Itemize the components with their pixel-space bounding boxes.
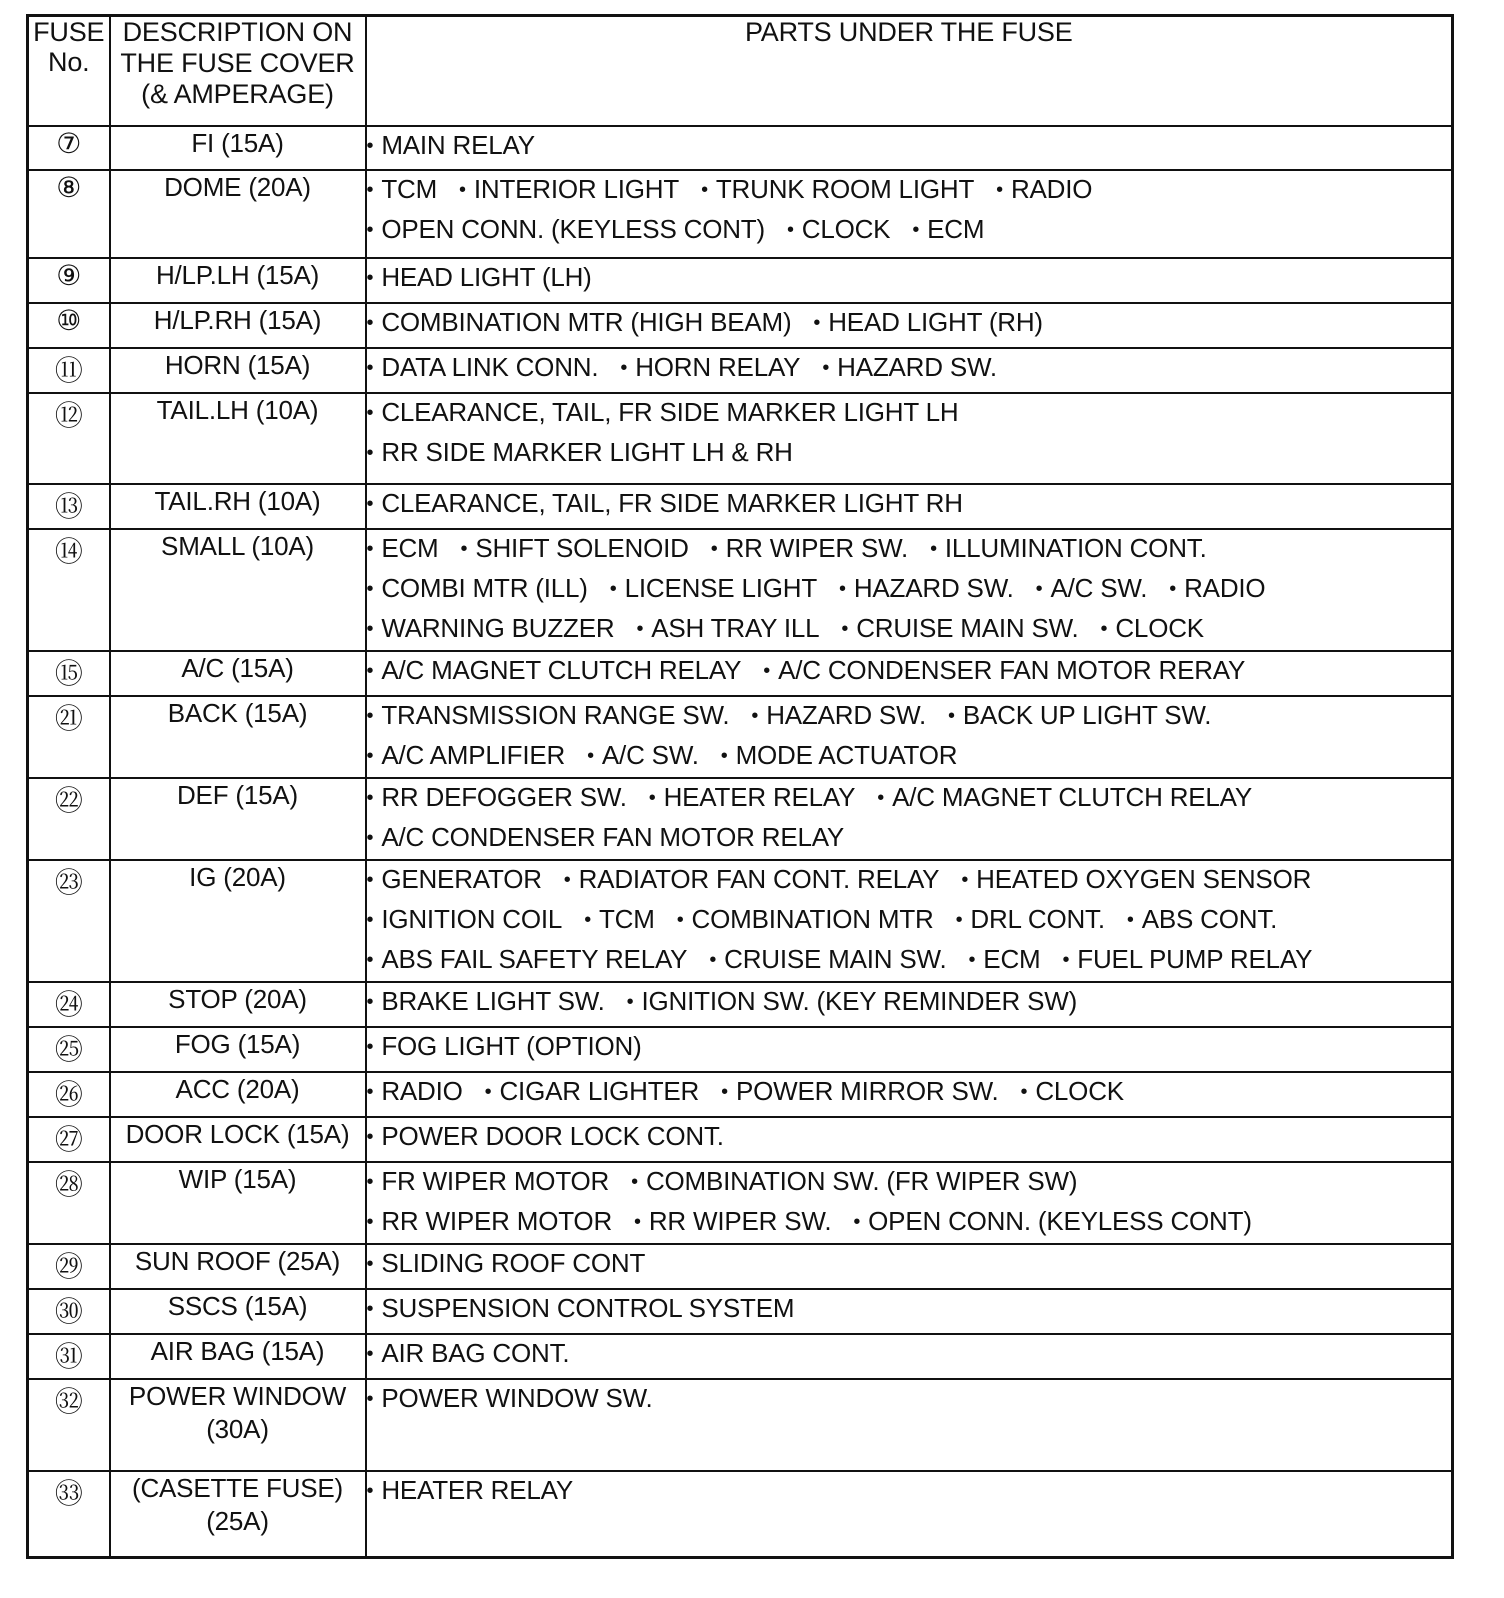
fuse-number: ㉝ — [28, 1471, 110, 1558]
part-item: • COMBINATION MTR (HIGH BEAM) — [367, 304, 792, 344]
fuse-row — [28, 1379, 1453, 1471]
part-item: • A/C MAGNET CLUTCH RELAY — [367, 652, 742, 692]
part-item: • ECM — [968, 941, 1040, 981]
fuse-row — [28, 651, 1453, 696]
part-item: • HEAD LIGHT (LH) — [367, 259, 592, 299]
part-item: • POWER WINDOW SW. — [367, 1380, 653, 1420]
fuse-row — [28, 393, 1453, 484]
fuse-number: ⑪ — [28, 348, 110, 393]
parts-line — [367, 171, 1452, 211]
fuse-row — [28, 1334, 1453, 1379]
part-item: • CLEARANCE, TAIL, FR SIDE MARKER LIGHT RH — [367, 485, 963, 525]
fuse-description — [110, 1471, 366, 1558]
part-item: • IGNITION SW. (KEY REMINDER SW) — [627, 983, 1077, 1023]
parts-line — [367, 1245, 1452, 1285]
fuse-row — [28, 1027, 1453, 1072]
fuse-description-line: IG (20A) — [189, 861, 286, 892]
header-parts: PARTS UNDER THE FUSE — [366, 16, 1453, 126]
fuse-description — [110, 651, 366, 696]
fuse-description-line: A/C (15A) — [181, 652, 294, 683]
parts-line — [367, 737, 1452, 777]
fuse-description — [110, 1117, 366, 1162]
part-item: • POWER MIRROR SW. — [721, 1073, 998, 1113]
header-row — [28, 16, 1453, 126]
fuse-description — [110, 1162, 366, 1244]
fuse-row — [28, 778, 1453, 860]
part-item: • ASH TRAY ILL — [636, 610, 819, 650]
fuse-parts — [366, 1162, 1453, 1244]
fuse-parts — [366, 303, 1453, 348]
part-item: • FR WIPER MOTOR — [367, 1163, 610, 1203]
fuse-parts — [366, 258, 1453, 303]
fuse-description — [110, 529, 366, 651]
parts-line — [367, 1290, 1452, 1330]
fuse-description-line: POWER WINDOW — [128, 1380, 347, 1411]
fuse-parts — [366, 1027, 1453, 1072]
fuse-description — [110, 1289, 366, 1334]
part-item: • BRAKE LIGHT SW. — [367, 983, 605, 1023]
fuse-description-line: SSCS (15A) — [167, 1290, 308, 1321]
part-item: • A/C MAGNET CLUTCH RELAY — [877, 779, 1252, 819]
fuse-row — [28, 348, 1453, 393]
fuse-description — [110, 126, 366, 170]
fuse-parts — [366, 1117, 1453, 1162]
parts-line — [367, 1163, 1452, 1203]
part-item: • HAZARD SW. — [839, 570, 1014, 610]
fuse-description — [110, 348, 366, 393]
part-item: • CLOCK — [787, 211, 890, 251]
part-item: • CRUISE MAIN SW. — [709, 941, 946, 981]
fuse-description-line: TAIL.RH (10A) — [154, 485, 321, 516]
parts-line — [367, 1028, 1452, 1068]
part-item: • HORN RELAY — [620, 349, 800, 389]
part-item: • A/C AMPLIFIER — [367, 737, 566, 777]
part-item: • COMBI MTR (ILL) — [367, 570, 588, 610]
parts-line — [367, 652, 1452, 692]
parts-line — [367, 530, 1452, 570]
part-item: • RADIO — [1169, 570, 1265, 610]
fuse-number: ⑬ — [28, 484, 110, 529]
parts-line — [367, 349, 1452, 389]
fuse-row — [28, 170, 1453, 258]
part-item: • BACK UP LIGHT SW. — [948, 697, 1211, 737]
parts-line — [367, 697, 1452, 737]
fuse-number: ⑨ — [28, 258, 110, 303]
parts-line — [367, 1472, 1452, 1512]
fuse-row — [28, 1117, 1453, 1162]
fuse-description — [110, 303, 366, 348]
fuse-description — [110, 778, 366, 860]
part-item: • TRUNK ROOM LIGHT — [701, 171, 974, 211]
fuse-row — [28, 696, 1453, 778]
fuse-description — [110, 393, 366, 484]
fuse-row — [28, 126, 1453, 170]
fuse-parts — [366, 778, 1453, 860]
part-item: • HAZARD SW. — [751, 697, 926, 737]
fuse-parts — [366, 651, 1453, 696]
part-item: • RADIO — [367, 1073, 463, 1113]
part-item: • MODE ACTUATOR — [721, 737, 958, 777]
part-item: • LICENSE LIGHT — [610, 570, 817, 610]
part-item: • ECM — [367, 530, 439, 570]
part-item: • CRUISE MAIN SW. — [841, 610, 1078, 650]
part-item: • ECM — [912, 211, 984, 251]
part-item: • RR SIDE MARKER LIGHT LH & RH — [367, 434, 793, 474]
fuse-description — [110, 1379, 366, 1471]
part-item: • A/C SW. — [1036, 570, 1148, 610]
part-item: • IGNITION COIL — [367, 901, 563, 941]
part-item: • ILLUMINATION CONT. — [930, 530, 1207, 570]
parts-line — [367, 304, 1452, 344]
fuse-parts — [366, 126, 1453, 170]
parts-line — [367, 1335, 1452, 1375]
part-item: • OPEN CONN. (KEYLESS CONT) — [853, 1203, 1251, 1243]
part-item: • COMBINATION SW. (FR WIPER SW) — [631, 1163, 1077, 1203]
fuse-description — [110, 258, 366, 303]
fuse-parts — [366, 982, 1453, 1027]
fuse-row — [28, 303, 1453, 348]
fuse-description-line: DOME (20A) — [164, 171, 311, 202]
fuse-description-line: H/LP.LH (15A) — [155, 259, 320, 290]
fuse-description-line: TAIL.LH (10A) — [156, 394, 319, 425]
fuse-description-line: (25A) — [206, 1505, 269, 1536]
parts-line — [367, 983, 1452, 1023]
fuse-row — [28, 1244, 1453, 1289]
fuse-number: ⑧ — [28, 170, 110, 258]
parts-line — [367, 1203, 1452, 1243]
fuse-row — [28, 529, 1453, 651]
part-item: • RR WIPER SW. — [634, 1203, 831, 1243]
fuse-number: ㉜ — [28, 1379, 110, 1471]
header-fuse-no: FUSE No. — [28, 16, 110, 126]
part-item: • TCM — [367, 171, 438, 211]
fuse-number: ⑦ — [28, 126, 110, 170]
fuse-number: ㉓ — [28, 860, 110, 982]
fuse-parts — [366, 860, 1453, 982]
part-item: • RR DEFOGGER SW. — [367, 779, 627, 819]
fuse-description-line: SUN ROOF (25A) — [134, 1245, 341, 1276]
fuse-parts — [366, 1471, 1453, 1558]
fuse-description-line: FOG (15A) — [174, 1028, 301, 1059]
parts-line — [367, 570, 1452, 610]
fuse-description — [110, 696, 366, 778]
fuse-description-line: DEF (15A) — [176, 779, 298, 810]
fuse-parts — [366, 1334, 1453, 1379]
fuse-table-sheet — [26, 14, 1454, 1559]
part-item: • INTERIOR LIGHT — [459, 171, 679, 211]
fuse-description-line: ACC (20A) — [175, 1073, 300, 1104]
fuse-description — [110, 170, 366, 258]
fuse-description — [110, 860, 366, 982]
fuse-parts — [366, 393, 1453, 484]
fuse-parts — [366, 1289, 1453, 1334]
parts-line — [367, 1118, 1452, 1158]
parts-line — [367, 610, 1452, 650]
fuse-row — [28, 1072, 1453, 1117]
fuse-row — [28, 982, 1453, 1027]
part-item: • A/C CONDENSER FAN MOTOR RELAY — [367, 819, 845, 859]
fuse-parts — [366, 1244, 1453, 1289]
parts-line — [367, 779, 1452, 819]
fuse-row — [28, 1162, 1453, 1244]
part-item: • DATA LINK CONN. — [367, 349, 599, 389]
part-item: • POWER DOOR LOCK CONT. — [367, 1118, 724, 1158]
parts-line — [367, 259, 1452, 299]
fuse-parts — [366, 348, 1453, 393]
part-item: • SLIDING ROOF CONT — [367, 1245, 646, 1285]
parts-line — [367, 434, 1452, 474]
header-description: DESCRIPTION ON THE FUSE COVER (& AMPERAGE) — [110, 16, 366, 126]
fuse-number: ㉕ — [28, 1027, 110, 1072]
parts-line — [367, 819, 1452, 859]
fuse-number: ㉗ — [28, 1117, 110, 1162]
part-item: • RR WIPER SW. — [711, 530, 908, 570]
fuse-description-line: (CASETTE FUSE) — [132, 1472, 343, 1503]
fuse-description-line: DOOR LOCK (15A) — [125, 1118, 350, 1149]
part-item: • CLEARANCE, TAIL, FR SIDE MARKER LIGHT LH — [367, 394, 959, 434]
part-item: • RADIATOR FAN CONT. RELAY — [564, 861, 940, 901]
fuse-number: ⑮ — [28, 651, 110, 696]
fuse-number: ㉚ — [28, 1289, 110, 1334]
fuse-parts — [366, 1072, 1453, 1117]
fuse-description — [110, 1027, 366, 1072]
part-item: • HEAD LIGHT (RH) — [813, 304, 1042, 344]
fuse-description — [110, 484, 366, 529]
part-item: • DRL CONT. — [956, 901, 1105, 941]
fuse-parts — [366, 170, 1453, 258]
part-item: • TRANSMISSION RANGE SW. — [367, 697, 730, 737]
fuse-number: ⑭ — [28, 529, 110, 651]
fuse-description — [110, 1072, 366, 1117]
fuse-description-line: WIP (15A) — [178, 1163, 297, 1194]
fuse-description-line: BACK (15A) — [167, 697, 308, 728]
part-item: • SHIFT SOLENOID — [461, 530, 689, 570]
fuse-number: ㉑ — [28, 696, 110, 778]
parts-line — [367, 394, 1452, 434]
fuse-number: ㉙ — [28, 1244, 110, 1289]
fuse-description-line: STOP (20A) — [168, 983, 307, 1014]
fuse-number: ㉒ — [28, 778, 110, 860]
fuse-description-line: AIR BAG (15A) — [150, 1335, 325, 1366]
fuse-row — [28, 484, 1453, 529]
part-item: • WARNING BUZZER — [367, 610, 615, 650]
part-item: • ABS FAIL SAFETY RELAY — [367, 941, 688, 981]
part-item: • HAZARD SW. — [822, 349, 997, 389]
fuse-table-body — [28, 126, 1453, 1558]
fuse-table — [26, 14, 1454, 1559]
fuse-row — [28, 1289, 1453, 1334]
fuse-description-line: HORN (15A) — [164, 349, 311, 380]
fuse-parts — [366, 1379, 1453, 1471]
part-item: • OPEN CONN. (KEYLESS CONT) — [367, 211, 765, 251]
parts-line — [367, 941, 1452, 981]
part-item: • MAIN RELAY — [367, 127, 535, 167]
fuse-number: ⑫ — [28, 393, 110, 484]
fuse-description — [110, 1334, 366, 1379]
parts-line — [367, 211, 1452, 251]
part-item: • SUSPENSION CONTROL SYSTEM — [367, 1290, 795, 1330]
part-item: • CLOCK — [1101, 610, 1204, 650]
part-item: • HEATER RELAY — [649, 779, 856, 819]
parts-line — [367, 901, 1452, 941]
fuse-description-line: H/LP.RH (15A) — [153, 304, 322, 335]
fuse-description-line: FI (15A) — [191, 127, 284, 158]
fuse-parts — [366, 529, 1453, 651]
fuse-number: ㉖ — [28, 1072, 110, 1117]
parts-line — [367, 1073, 1452, 1113]
part-item: • FOG LIGHT (OPTION) — [367, 1028, 642, 1068]
fuse-parts — [366, 696, 1453, 778]
fuse-number: ⑩ — [28, 303, 110, 348]
part-item: • A/C SW. — [587, 737, 699, 777]
fuse-description — [110, 1244, 366, 1289]
fuse-description-line: (30A) — [206, 1413, 269, 1444]
part-item: • CIGAR LIGHTER — [485, 1073, 699, 1113]
part-item: • RR WIPER MOTOR — [367, 1203, 613, 1243]
fuse-description-line: SMALL (10A) — [161, 530, 314, 561]
fuse-row — [28, 860, 1453, 982]
parts-line — [367, 127, 1452, 167]
part-item: • TCM — [584, 901, 655, 941]
fuse-row — [28, 258, 1453, 303]
part-item: • RADIO — [996, 171, 1092, 211]
parts-line — [367, 1380, 1452, 1420]
part-item: • COMBINATION MTR — [677, 901, 934, 941]
fuse-number: ㉘ — [28, 1162, 110, 1244]
part-item: • HEATED OXYGEN SENSOR — [961, 861, 1311, 901]
fuse-row — [28, 1471, 1453, 1558]
part-item: • CLOCK — [1021, 1073, 1124, 1113]
part-item: • FUEL PUMP RELAY — [1062, 941, 1312, 981]
parts-line — [367, 861, 1452, 901]
part-item: • A/C CONDENSER FAN MOTOR RERAY — [763, 652, 1245, 692]
fuse-description — [110, 982, 366, 1027]
part-item: • AIR BAG CONT. — [367, 1335, 570, 1375]
part-item: • HEATER RELAY — [367, 1472, 574, 1512]
fuse-parts — [366, 484, 1453, 529]
fuse-number: ㉛ — [28, 1334, 110, 1379]
part-item: • ABS CONT. — [1127, 901, 1277, 941]
fuse-number: ㉔ — [28, 982, 110, 1027]
part-item: • GENERATOR — [367, 861, 542, 901]
parts-line — [367, 485, 1452, 525]
